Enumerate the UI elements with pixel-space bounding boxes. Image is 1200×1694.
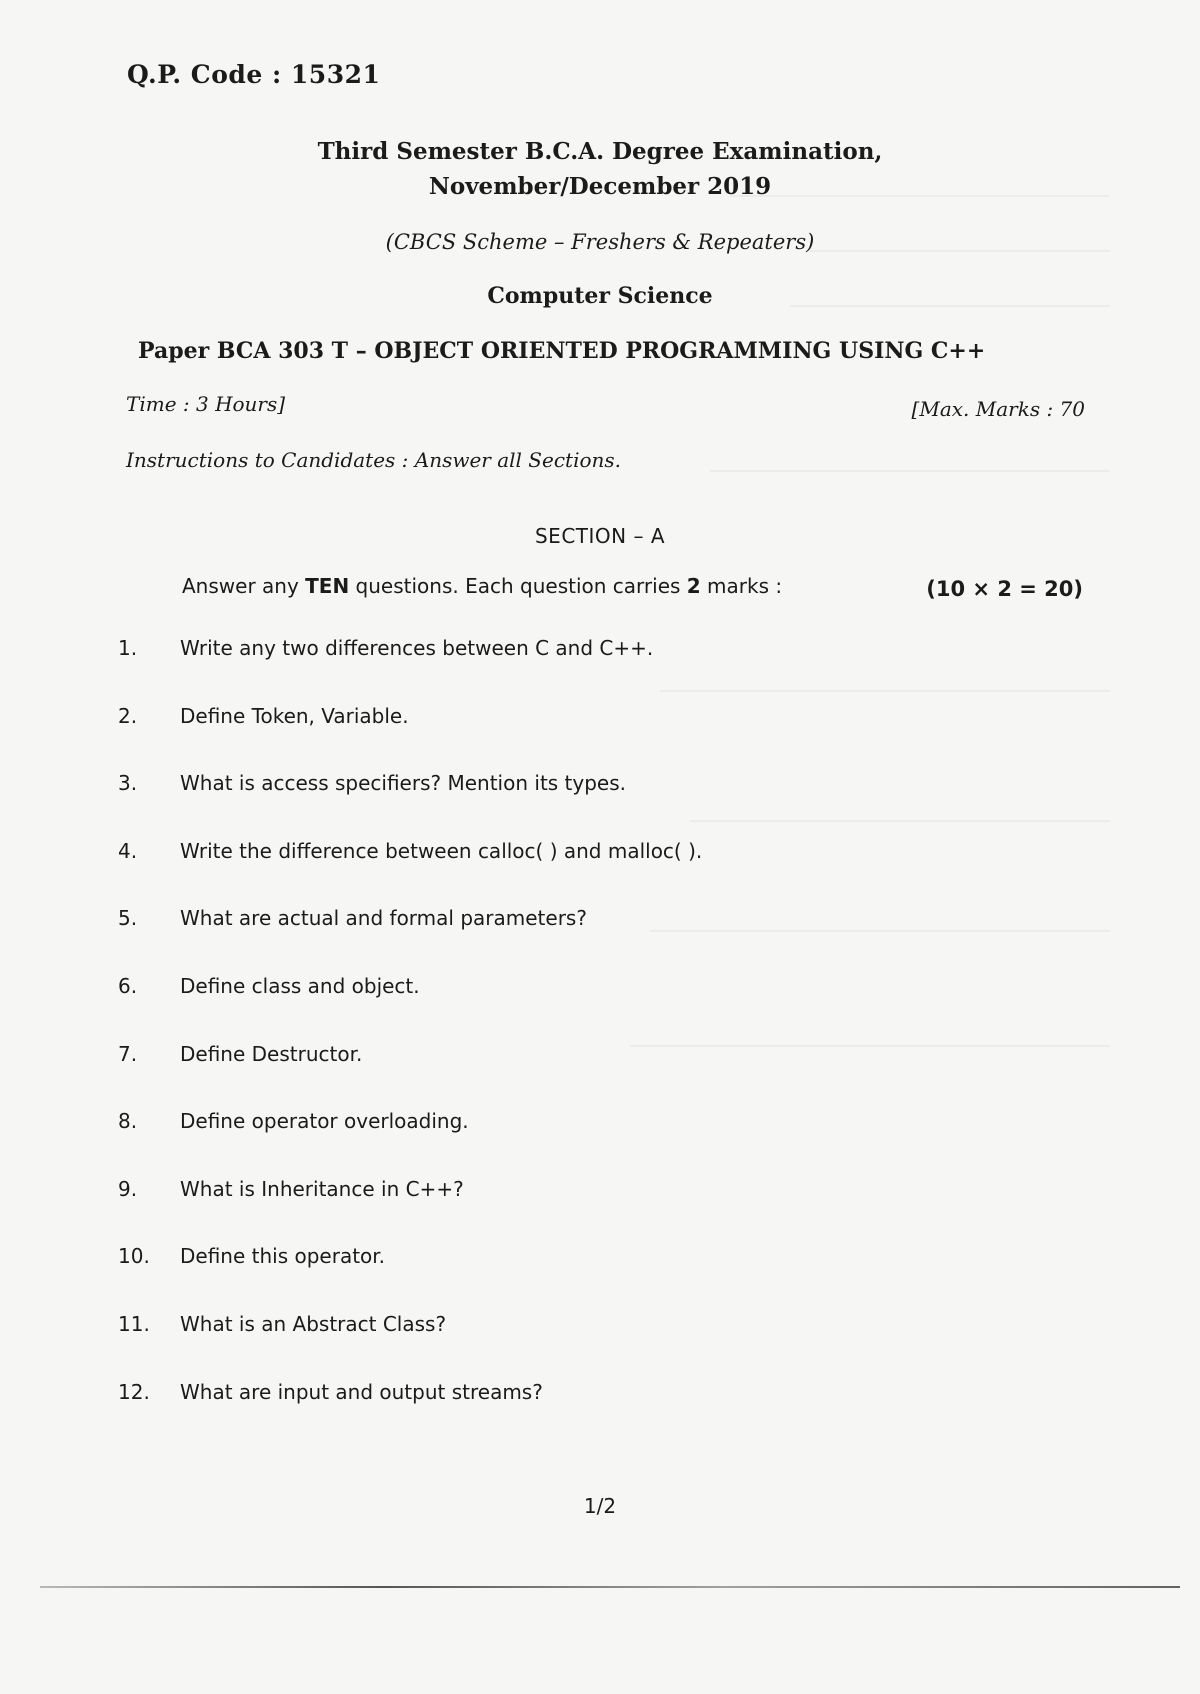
- question-number: 12.: [118, 1379, 150, 1404]
- instruction-text: Answer any: [182, 574, 306, 598]
- paper-title: Paper BCA 303 T – OBJECT ORIENTED PROGRAMMING USING C++: [138, 338, 986, 364]
- section-a-instruction: [182, 574, 782, 598]
- question-number: 10.: [118, 1244, 150, 1269]
- question-text: What is access specifiers? Mention its types.: [180, 771, 627, 796]
- question-text: What are input and output streams?: [180, 1379, 543, 1404]
- instruction-bold-count: TEN: [305, 574, 350, 598]
- question-text: Define operator overloading.: [180, 1109, 469, 1134]
- question-text: Define this operator.: [180, 1244, 386, 1269]
- question-number: 9.: [118, 1176, 138, 1201]
- question-number: 1.: [118, 636, 138, 660]
- question-text: Write any two differences between C and C++.: [180, 636, 654, 660]
- question-item: [118, 1109, 1018, 1177]
- bleed-through-line: [710, 470, 1110, 472]
- question-item: [118, 1244, 1018, 1312]
- question-number: 2.: [118, 703, 138, 728]
- instruction-text: questions. Each question carries: [349, 574, 687, 598]
- page-bottom-rule: [40, 1586, 1180, 1588]
- question-number: 5.: [118, 906, 138, 931]
- question-text: Define Token, Variable.: [180, 703, 409, 728]
- exam-time: Time : 3 Hours]: [126, 392, 286, 416]
- question-text: What is an Abstract Class?: [180, 1311, 447, 1336]
- question-item: [118, 839, 1018, 907]
- instruction-text: marks :: [700, 574, 783, 598]
- question-number: 6.: [118, 973, 138, 998]
- question-item: [118, 704, 1018, 772]
- exam-title-line1: Third Semester B.C.A. Degree Examination,: [317, 138, 883, 165]
- exam-title-line2: November/December 2019: [428, 173, 772, 200]
- instruction-bold-marks: 2: [686, 574, 701, 598]
- question-number: 11.: [118, 1311, 150, 1336]
- question-text: What are actual and formal parameters?: [180, 906, 587, 931]
- question-list: [118, 636, 1018, 1447]
- question-item: [118, 1312, 1018, 1380]
- question-item: [118, 906, 1018, 974]
- question-text: Write the difference between calloc( ) and malloc( ).: [180, 838, 703, 863]
- question-item: [118, 974, 1018, 1042]
- question-number: 7.: [118, 1041, 138, 1066]
- max-marks: [Max. Marks : 70: [911, 397, 1085, 421]
- section-a-marks: (10 × 2 = 20): [926, 577, 1083, 601]
- question-item: [118, 771, 1018, 839]
- exam-subject: Computer Science: [487, 283, 713, 309]
- question-item: [118, 636, 1018, 704]
- question-item: [118, 1042, 1018, 1110]
- exam-scheme: (CBCS Scheme – Freshers & Repeaters): [385, 230, 815, 254]
- question-text: What is Inheritance in C++?: [180, 1176, 464, 1201]
- question-text: Define Destructor.: [180, 1041, 363, 1066]
- page-number: 1/2: [583, 1494, 617, 1518]
- section-a-title: SECTION – A: [534, 524, 665, 548]
- question-number: 4.: [118, 838, 138, 863]
- question-text: Define class and object.: [180, 973, 420, 998]
- instructions: Instructions to Candidates : Answer all Sections.: [126, 448, 622, 472]
- question-number: 3.: [118, 771, 138, 796]
- qp-code: Q.P. Code : 15321: [127, 60, 381, 89]
- question-item: [118, 1380, 1018, 1448]
- question-item: [118, 1177, 1018, 1245]
- question-number: 8.: [118, 1109, 138, 1134]
